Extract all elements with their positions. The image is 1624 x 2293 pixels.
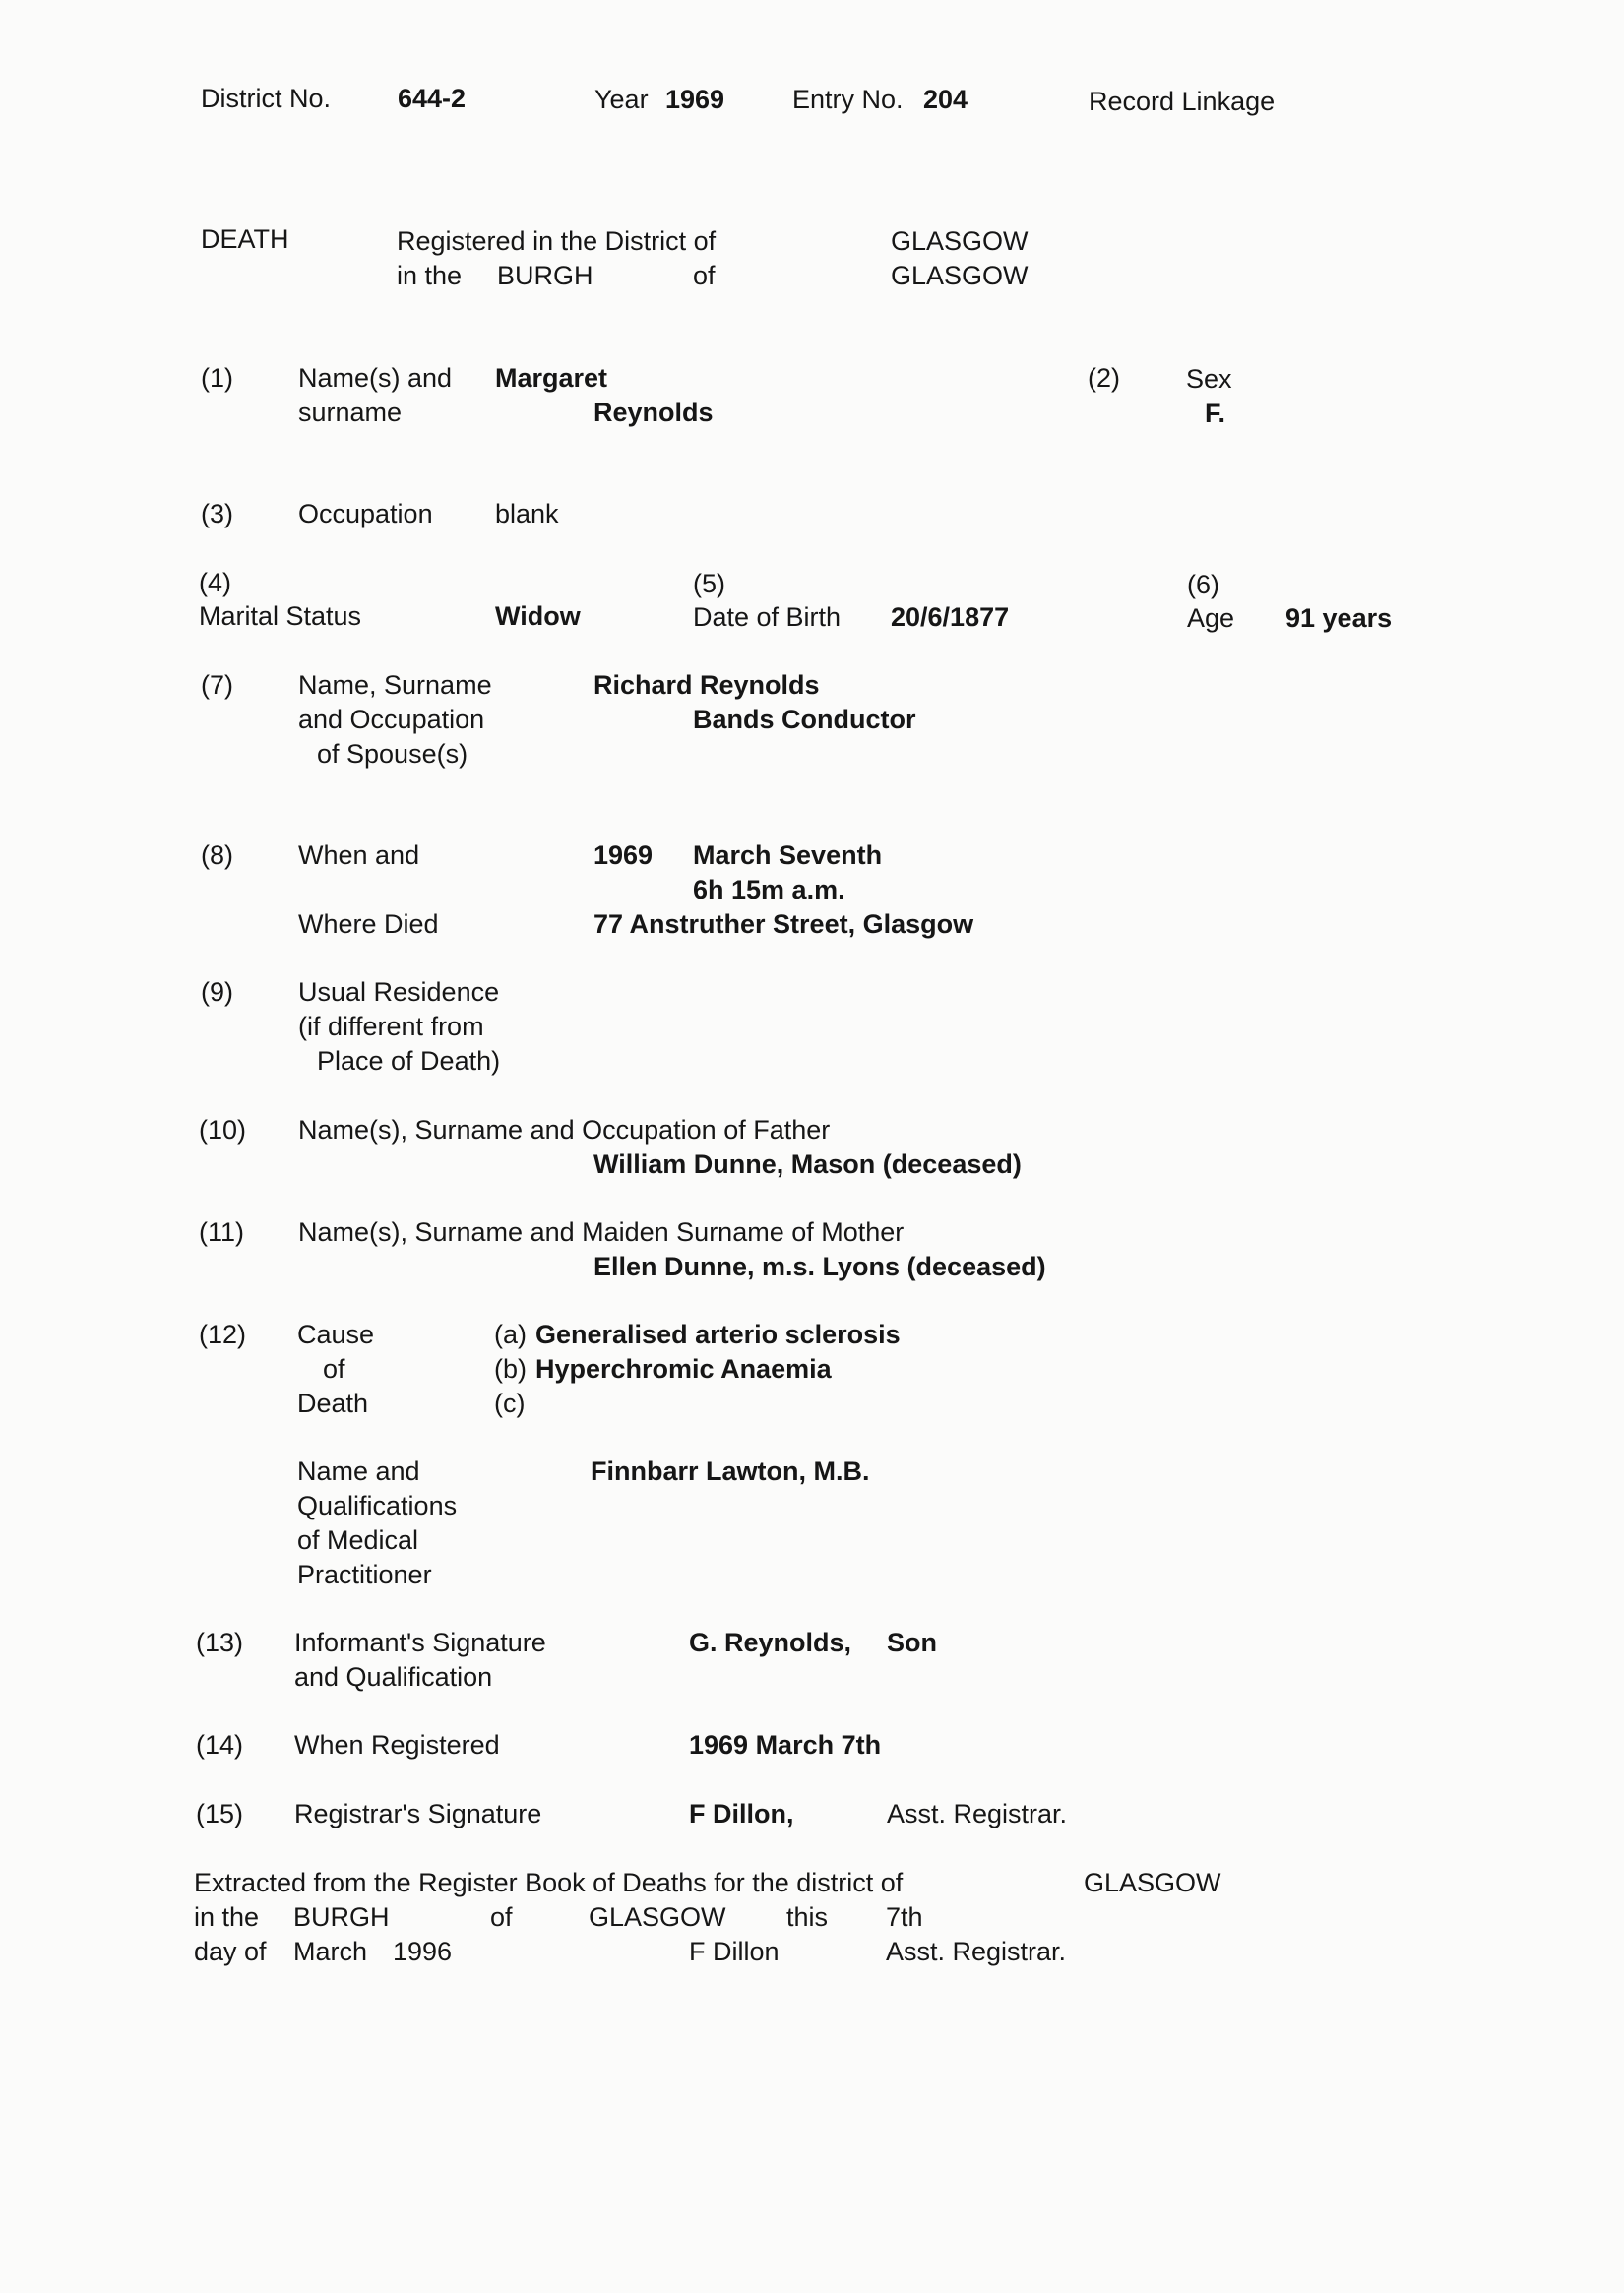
registered-district-value: GLASGOW bbox=[891, 226, 1029, 256]
district-number-value: 644-2 bbox=[398, 84, 467, 113]
usual-residence-label-line3: Place of Death) bbox=[317, 1046, 501, 1076]
date-of-birth-value: 20/6/1877 bbox=[891, 602, 1010, 632]
burgh-name-value: GLASGOW bbox=[891, 261, 1029, 290]
extract-this-label: this bbox=[786, 1902, 829, 1932]
name-label: Name(s) and bbox=[298, 363, 453, 393]
field-9-number: (9) bbox=[201, 977, 233, 1007]
forename-value: Margaret bbox=[495, 363, 608, 393]
spouse-occupation-value: Bands Conductor bbox=[693, 705, 916, 734]
occupation-label: Occupation bbox=[298, 499, 433, 528]
usual-residence-label-line1: Usual Residence bbox=[298, 977, 500, 1007]
extract-district-value: GLASGOW bbox=[1084, 1868, 1221, 1897]
extract-of-label: of bbox=[490, 1902, 513, 1932]
field-4-number: (4) bbox=[199, 568, 231, 597]
age-value: 91 years bbox=[1285, 603, 1393, 633]
extract-burgh-label: BURGH bbox=[293, 1902, 390, 1932]
field-12-number: (12) bbox=[199, 1320, 247, 1349]
spouse-label-line3: of Spouse(s) bbox=[317, 739, 468, 769]
marital-status-label: Marital Status bbox=[199, 601, 362, 631]
of-label: of bbox=[693, 261, 716, 290]
in-the-label: in the bbox=[397, 261, 463, 290]
extract-in-the-label: in the bbox=[194, 1902, 260, 1932]
field-1-number: (1) bbox=[201, 363, 233, 393]
field-6-number: (6) bbox=[1187, 570, 1219, 599]
informant-name-value: G. Reynolds, bbox=[689, 1628, 852, 1657]
extract-day-of-label: day of bbox=[194, 1937, 267, 1966]
where-died-label: Where Died bbox=[298, 909, 439, 939]
when-registered-value: 1969 March 7th bbox=[689, 1730, 882, 1760]
mother-label: Name(s), Surname and Maiden Surname of Mother bbox=[298, 1217, 905, 1247]
field-3-number: (3) bbox=[201, 499, 233, 528]
spouse-label-line1: Name, Surname bbox=[298, 670, 492, 700]
cause-b-marker: (b) bbox=[494, 1354, 527, 1384]
medical-label-line3: of Medical bbox=[297, 1525, 419, 1555]
cause-c-marker: (c) bbox=[494, 1389, 526, 1418]
field-13-number: (13) bbox=[196, 1628, 244, 1657]
father-value: William Dunne, Mason (deceased) bbox=[593, 1149, 1022, 1179]
father-label: Name(s), Surname and Occupation of Father bbox=[298, 1115, 831, 1145]
medical-label-line4: Practitioner bbox=[297, 1560, 432, 1589]
usual-residence-label-line2: (if different from bbox=[298, 1012, 484, 1041]
extract-registrar-value: F Dillon bbox=[689, 1937, 780, 1966]
field-10-number: (10) bbox=[199, 1115, 247, 1145]
extract-statement: Extracted from the Register Book of Deaths for the district of bbox=[194, 1868, 904, 1897]
field-2-number: (2) bbox=[1088, 363, 1120, 393]
sex-label: Sex bbox=[1186, 364, 1232, 394]
registered-district-label: Registered in the District of bbox=[397, 226, 717, 256]
medical-label-line1: Name and bbox=[297, 1456, 420, 1486]
surname-label: surname bbox=[298, 398, 403, 427]
cause-label-line1: Cause bbox=[297, 1320, 375, 1349]
cause-b-value: Hyperchromic Anaemia bbox=[535, 1354, 832, 1384]
occupation-value: blank bbox=[495, 499, 559, 528]
cause-a-marker: (a) bbox=[494, 1320, 527, 1349]
medical-practitioner-value: Finnbarr Lawton, M.B. bbox=[591, 1456, 870, 1486]
field-11-number: (11) bbox=[199, 1217, 245, 1247]
registration-type: DEATH bbox=[201, 224, 289, 254]
when-died-label: When and bbox=[298, 840, 420, 870]
death-place-value: 77 Anstruther Street, Glasgow bbox=[593, 909, 974, 939]
record-linkage-label: Record Linkage bbox=[1089, 87, 1276, 116]
sex-value: F. bbox=[1205, 399, 1226, 428]
spouse-name-value: Richard Reynolds bbox=[593, 670, 820, 700]
marital-status-value: Widow bbox=[495, 601, 581, 631]
extract-registrar-title-value: Asst. Registrar. bbox=[886, 1937, 1067, 1966]
burgh-label: BURGH bbox=[497, 261, 593, 290]
registrar-signature-label: Registrar's Signature bbox=[294, 1799, 542, 1828]
field-7-number: (7) bbox=[201, 670, 233, 700]
date-of-birth-label: Date of Birth bbox=[693, 602, 842, 632]
surname-value: Reynolds bbox=[593, 398, 714, 427]
registrar-name-value: F Dillon, bbox=[689, 1799, 794, 1828]
death-time-value: 6h 15m a.m. bbox=[693, 875, 845, 904]
registrar-title-value: Asst. Registrar. bbox=[887, 1799, 1068, 1828]
field-15-number: (15) bbox=[196, 1799, 244, 1828]
extract-day-value: 7th bbox=[886, 1902, 923, 1932]
extract-month-value: March bbox=[293, 1937, 368, 1966]
entry-number-value: 204 bbox=[923, 85, 968, 114]
death-date-value: March Seventh bbox=[693, 840, 883, 870]
extract-burgh-name-value: GLASGOW bbox=[589, 1902, 726, 1932]
extract-year-value: 1996 bbox=[393, 1937, 453, 1966]
year-value: 1969 bbox=[665, 85, 725, 114]
district-number-label: District No. bbox=[201, 84, 332, 113]
spouse-label-line2: and Occupation bbox=[298, 705, 485, 734]
cause-label-line2: of bbox=[323, 1354, 345, 1384]
cause-a-value: Generalised arterio sclerosis bbox=[535, 1320, 901, 1349]
mother-value: Ellen Dunne, m.s. Lyons (deceased) bbox=[593, 1252, 1046, 1281]
when-registered-label: When Registered bbox=[294, 1730, 500, 1760]
informant-label-line1: Informant's Signature bbox=[294, 1628, 546, 1657]
field-14-number: (14) bbox=[196, 1730, 244, 1760]
field-5-number: (5) bbox=[693, 569, 725, 598]
age-label: Age bbox=[1187, 603, 1235, 633]
informant-label-line2: and Qualification bbox=[294, 1662, 493, 1692]
cause-label-line3: Death bbox=[297, 1389, 369, 1418]
death-year-value: 1969 bbox=[593, 840, 654, 870]
medical-label-line2: Qualifications bbox=[297, 1491, 458, 1520]
year-label: Year bbox=[594, 85, 649, 114]
field-8-number: (8) bbox=[201, 840, 233, 870]
informant-qualification-value: Son bbox=[887, 1628, 937, 1657]
entry-number-label: Entry No. bbox=[792, 85, 904, 114]
